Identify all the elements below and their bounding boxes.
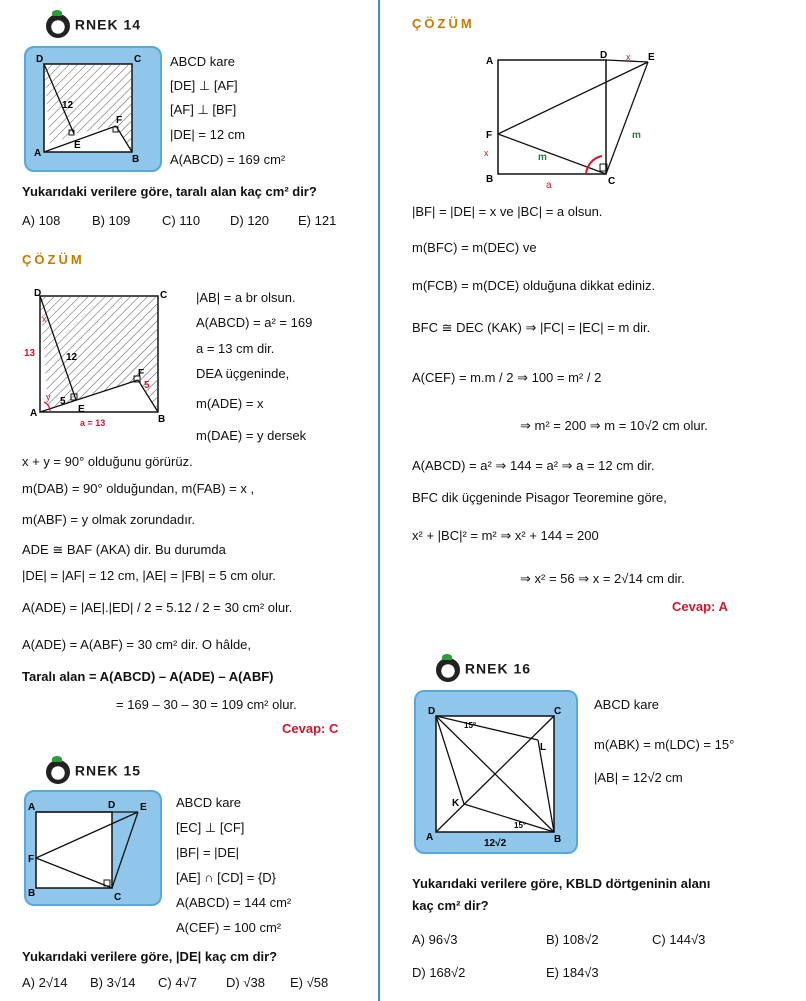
o15-given-3: |BF| = |DE| <box>176 845 239 860</box>
o16-label-bottom: 12√2 <box>484 838 507 849</box>
cozum1-figure <box>20 288 180 430</box>
c2-label-C: C <box>608 176 616 187</box>
ornek16-option-b: B) 108√2 <box>546 932 599 947</box>
c1-label-5a: 5 <box>60 396 66 407</box>
column-divider <box>378 0 380 1001</box>
o16-label-15a: 15° <box>464 721 477 730</box>
c1-line-5: |DE| = |AF| = 12 cm, |AE| = |FB| = 5 cm olur. <box>22 568 276 583</box>
ornek16-option-a: A) 96√3 <box>412 932 458 947</box>
given-5: A(ABCD) = 169 cm² <box>170 152 286 167</box>
ornek-logo-icon <box>46 14 70 38</box>
c2-line-8: BFC dik üçgeninde Pisagor Teoremine göre, <box>412 490 667 505</box>
c1-line-2: m(DAB) = 90° olduğundan, m(FAB) = x , <box>22 481 255 496</box>
o16-given-2: m(ABK) = m(LDC) = 15° <box>594 737 735 752</box>
ornek16-question-1: Yukarıdaki verilere göre, KBLD dörtgeninin alanı <box>412 876 711 891</box>
o16-label-D: D <box>428 706 436 717</box>
cozum2-heading: ÇÖZÜM <box>412 16 475 31</box>
c2-label-E: E <box>648 52 655 63</box>
o16-given-1: ABCD kare <box>594 697 660 712</box>
ornek16-question-2: kaç cm² dir? <box>412 898 489 913</box>
ornek15-option-c: C) 4√7 <box>158 975 197 990</box>
ornek15-option-a: A) 2√14 <box>22 975 68 990</box>
c2-label-A: A <box>486 56 494 67</box>
c1-label-F: F <box>138 368 145 379</box>
c2-label-D: D <box>600 50 608 61</box>
c2-label-m2: m <box>538 152 547 163</box>
c2-line-7: A(ABCD) = a² ⇒ 144 = a² ⇒ a = 12 cm dir. <box>412 458 655 473</box>
o16-label-A: A <box>426 832 434 843</box>
c1-line-1: x + y = 90° olduğunu görürüz. <box>22 454 193 469</box>
c2-line-2: m(BFC) = m(DEC) ve <box>412 240 537 255</box>
c2-label-m1: m <box>632 130 641 141</box>
label-B: B <box>132 154 140 165</box>
ornek16-figure <box>414 690 578 854</box>
c2-line-3: m(FCB) = m(DCE) olduğuna dikkat ediniz. <box>412 278 656 293</box>
ornek16-option-d: D) 168√2 <box>412 965 466 980</box>
o15-label-D: D <box>108 800 116 811</box>
c1-line-3: m(ABF) = y olmak zorundadır. <box>22 512 196 527</box>
ornek15-option-d: D) √38 <box>226 975 265 990</box>
c2-line-6: ⇒ m² = 200 ⇒ m = 10√2 cm olur. <box>520 418 708 433</box>
o15-label-F: F <box>28 854 35 865</box>
label-12: 12 <box>62 100 74 111</box>
ornek15-option-e: E) √58 <box>290 975 329 990</box>
c1-line-7: A(ADE) = A(ABF) = 30 cm² dir. O hâlde, <box>22 637 252 652</box>
o16-label-L: L <box>540 742 547 753</box>
c1-label-A: A <box>30 408 38 419</box>
o15-given-6: A(CEF) = 100 cm² <box>176 920 282 935</box>
given-3: [AF] ⊥ [BF] <box>170 102 237 117</box>
c1-line-8: Taralı alan = A(ABCD) – A(ADE) – A(ABF) <box>22 669 274 684</box>
c2-label-B: B <box>486 174 494 185</box>
o15-given-1: ABCD kare <box>176 795 242 810</box>
c1-right-5: m(ADE) = x <box>196 396 264 411</box>
ornek14-question: Yukarıdaki verilere göre, taralı alan kaç cm² dir? <box>22 184 317 199</box>
c1-line-6: A(ADE) = |AE|.|ED| / 2 = 5.12 / 2 = 30 cm² olur. <box>22 600 293 615</box>
ornek-logo-icon <box>436 658 460 682</box>
o16-label-B: B <box>554 834 562 845</box>
o15-given-2: [EC] ⊥ [CF] <box>176 820 245 835</box>
ornek15-title: RNEK 15 <box>46 760 141 784</box>
c1-label-B: B <box>158 414 166 425</box>
ornek15-option-b: B) 3√14 <box>90 975 136 990</box>
c1-label-5b: 5 <box>144 380 150 391</box>
c2-line-9: x² + |BC|² = m² ⇒ x² + 144 = 200 <box>412 528 599 543</box>
ornek14-option-d: D) 120 <box>230 213 270 228</box>
given-4: |DE| = 12 cm <box>170 127 246 142</box>
c1-line-4: ADE ≅ BAF (AKA) dir. Bu durumda <box>22 542 226 557</box>
c1-label-12: 12 <box>66 352 78 363</box>
label-D: D <box>36 54 44 65</box>
o15-given-5: A(ABCD) = 144 cm² <box>176 895 292 910</box>
c1-right-2: A(ABCD) = a² = 169 <box>196 315 313 330</box>
given-2: [DE] ⊥ [AF] <box>170 78 238 93</box>
ornek14-title: RNEK 14 <box>46 14 141 38</box>
o15-label-E: E <box>140 802 147 813</box>
c2-label-F: F <box>486 130 493 141</box>
c1-right-4: DEA üçgeninde, <box>196 366 290 381</box>
c1-label-D: D <box>34 288 42 299</box>
c2-label-x2: x <box>484 148 489 158</box>
c1-right-1: |AB| = a br olsun. <box>196 290 296 305</box>
cozum2-figure <box>476 48 676 192</box>
c1-line-9: = 169 – 30 – 30 = 109 cm² olur. <box>116 697 297 712</box>
label-F: F <box>116 115 123 126</box>
c2-line-4: BFC ≅ DEC (KAK) ⇒ |FC| = |EC| = m dir. <box>412 320 651 335</box>
cozum1-answer: Cevap: C <box>282 721 339 736</box>
label-E: E <box>74 140 81 151</box>
c2-line-5: A(CEF) = m.m / 2 ⇒ 100 = m² / 2 <box>412 370 602 385</box>
o16-label-15b: 15° <box>514 821 527 830</box>
ornek15-question: Yukarıdaki verilere göre, |DE| kaç cm dir? <box>22 949 278 964</box>
ornek14-option-a: A) 108 <box>22 213 61 228</box>
given-1: ABCD kare <box>170 54 236 69</box>
o15-label-B: B <box>28 888 36 899</box>
c2-label-a: a <box>546 180 552 191</box>
c1-label-x: x <box>42 314 47 324</box>
c1-right-6: m(DAE) = y dersek <box>196 428 307 443</box>
label-C: C <box>134 54 142 65</box>
c1-label-13: 13 <box>24 348 36 359</box>
o16-label-C: C <box>554 706 562 717</box>
o16-given-3: |AB| = 12√2 cm <box>594 770 683 785</box>
ornek14-option-e: E) 121 <box>298 213 337 228</box>
ornek-logo-icon <box>46 760 70 784</box>
o15-given-4: [AE] ∩ [CD] = {D} <box>176 870 277 885</box>
c1-label-E: E <box>78 404 85 415</box>
cozum2-answer: Cevap: A <box>672 599 728 614</box>
ornek16-title: RNEK 16 <box>436 658 531 682</box>
c2-line-1: |BF| = |DE| = x ve |BC| = a olsun. <box>412 204 603 219</box>
o15-label-A: A <box>28 802 36 813</box>
c1-label-C: C <box>160 290 168 301</box>
cozum1-heading: ÇÖZÜM <box>22 252 85 267</box>
c1-right-3: a = 13 cm dir. <box>196 341 275 356</box>
ornek16-option-e: E) 184√3 <box>546 965 599 980</box>
c1-label-a13: a = 13 <box>80 418 106 428</box>
c1-label-y: y <box>46 392 51 402</box>
ornek14-option-b: B) 109 <box>92 213 131 228</box>
o15-label-C: C <box>114 892 122 903</box>
label-A: A <box>34 148 42 159</box>
ornek14-option-c: C) 110 <box>162 213 201 228</box>
c2-label-x1: x <box>626 52 631 62</box>
c2-line-10: ⇒ x² = 56 ⇒ x = 2√14 cm dir. <box>520 571 685 586</box>
o16-label-K: K <box>452 798 460 809</box>
ornek16-option-c: C) 144√3 <box>652 932 706 947</box>
ornek14-figure <box>24 46 162 172</box>
ornek15-figure <box>24 790 162 906</box>
